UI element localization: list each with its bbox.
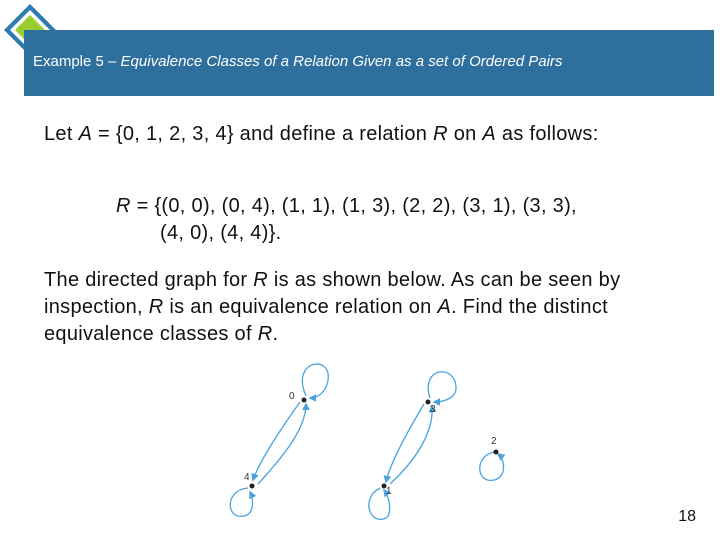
directed-graph [220,360,520,540]
edge-1-3 [390,406,432,484]
node-0 [302,398,307,403]
p1-var-A2: A [482,123,497,145]
relation-set-line-1 [116,193,696,220]
p3-var-R2: R [148,296,164,318]
p3-text-3: is an equivalence relation on [163,296,438,318]
title-prefix: Example 5 – [33,53,121,70]
p1-var-R: R [433,123,448,145]
p1-var-A: A [78,123,93,145]
p3-text-2: is as shown below. As can be seen by inspection, [44,269,621,318]
node-2 [494,450,499,455]
node-label-1: 1 [386,486,392,497]
p3-text-5: . [272,323,279,345]
p1-text-1: Let [44,123,79,145]
slide-title [33,53,562,70]
edge-3-1 [386,404,424,482]
node-label-4: 4 [244,472,250,483]
page-number: 18 [678,508,696,525]
p1-text-2: = {0, 1, 2, 3, 4} and define a relation [92,123,434,145]
edge-4-0 [258,404,306,484]
p3-text-1: The directed graph for [44,269,254,291]
p2-line-1: = {(0, 0), (0, 4), (1, 1), (1, 3), (2, 2), (3, 1), (3, 3), [130,195,577,217]
paragraph-definition [44,121,664,148]
node-label-0: 0 [289,391,295,402]
relation-set-line-2 [160,220,282,247]
p3-var-R1: R [253,269,268,291]
p3-var-A: A [437,296,452,318]
loop-3 [428,372,456,402]
node-4 [250,484,255,489]
p1-text-4: as follows: [496,123,599,145]
title-main: Equivalence Classes of a Relation Given as a set of Ordered Pairs [120,53,563,70]
p2-var-R: R [116,195,131,217]
loop-0 [302,364,328,398]
p3-var-R3: R [257,323,273,345]
node-label-2: 2 [491,436,497,447]
loop-2 [480,452,504,480]
p1-text-3: on [447,123,483,145]
paragraph-task [44,267,694,348]
p2-line-2: (4, 0), (4, 4)}. [160,222,282,244]
loop-4 [230,488,252,516]
node-label-3: 3 [430,404,436,415]
p3-text-4: . Find the distinct equivalence classes of [44,296,608,345]
